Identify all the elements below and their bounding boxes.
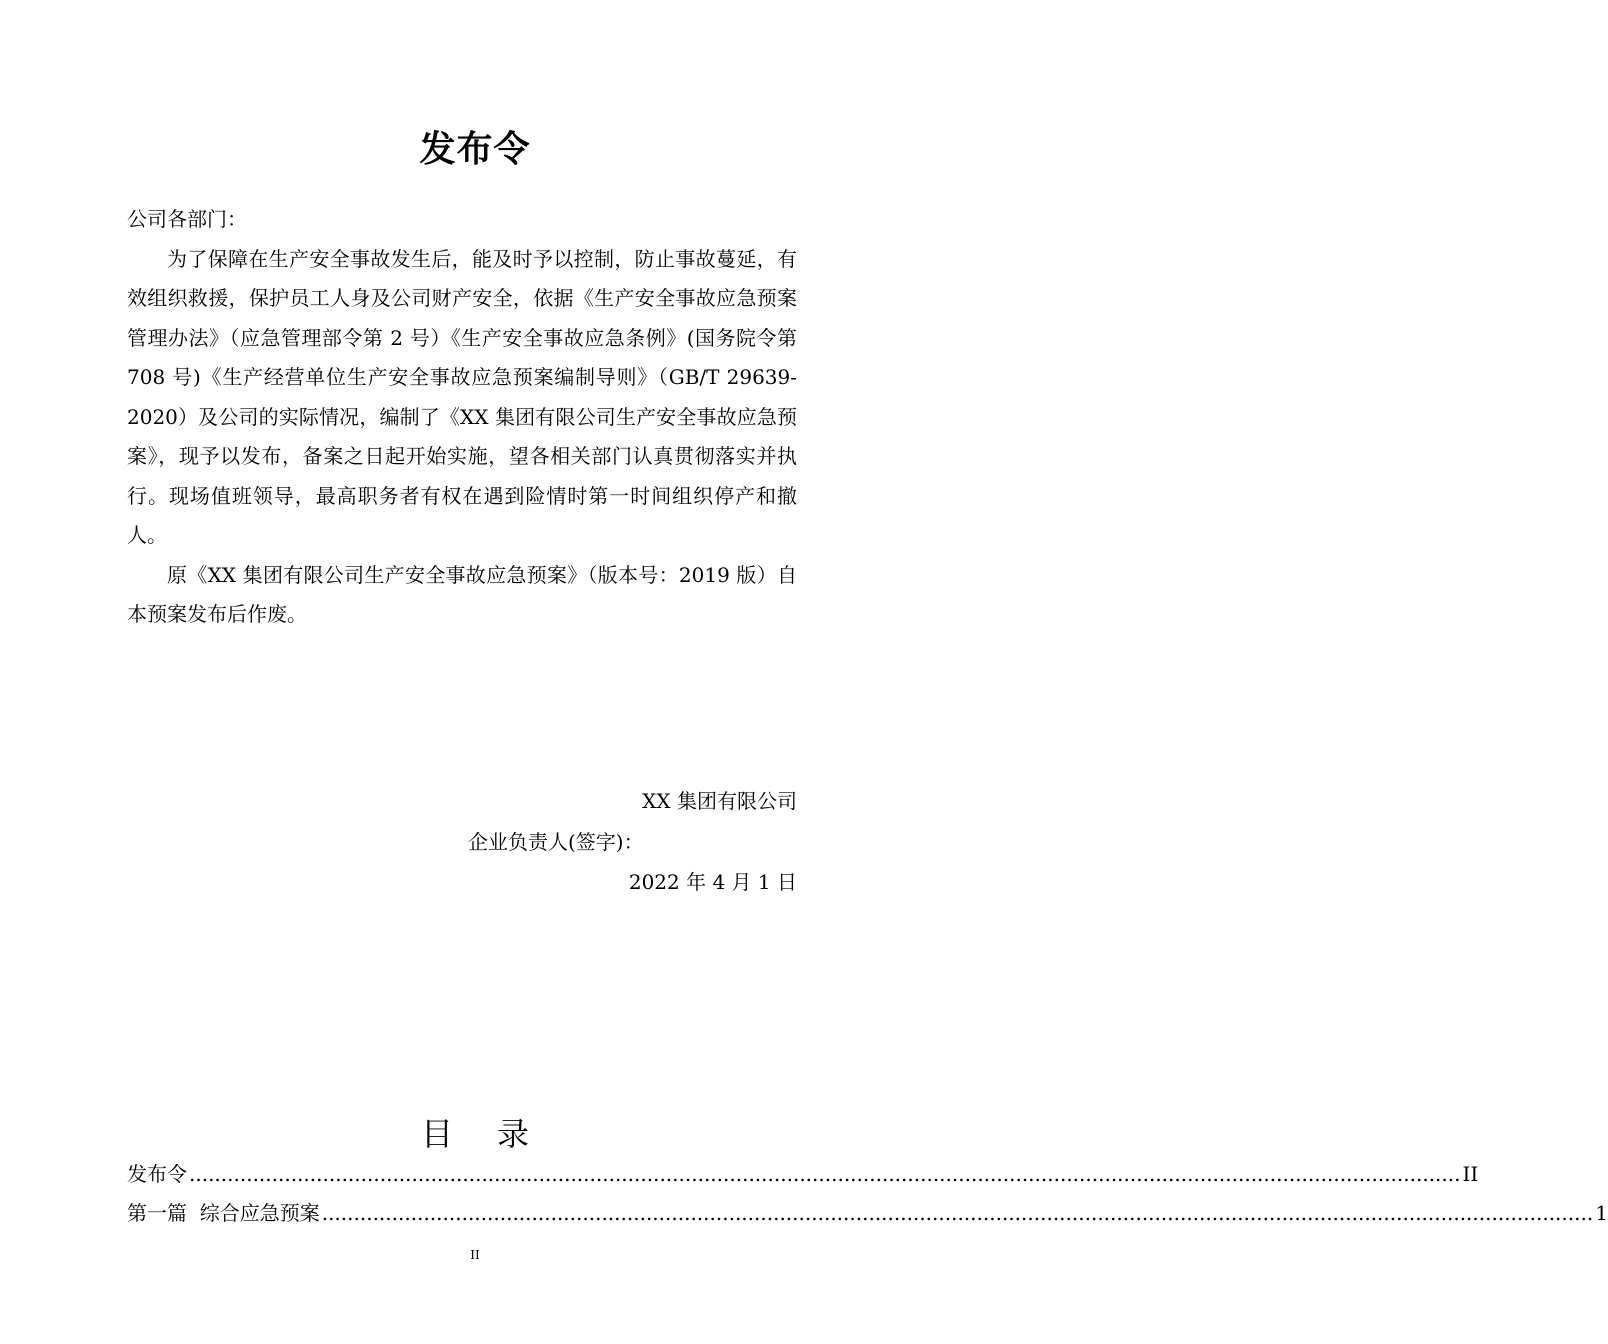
toc-leader-dots: ........................................................................................................................................................................................................ bbox=[189, 1162, 1461, 1186]
body-paragraph: 原《XX 集团有限公司生产安全事故应急预案》（版本号：2019 版）自本预案发布后作废。 bbox=[127, 562, 797, 626]
page-number: II bbox=[470, 1248, 480, 1262]
issue-date: 2022 年 4 月 1 日 bbox=[628, 870, 797, 894]
toc-leader-dots: ........................................................................................................................................................................................................ bbox=[321, 1201, 1594, 1225]
body-paragraph: 为了保障在生产安全事故发生后，能及时予以控制，防止事故蔓延，有效组织救援，保护员工人身及公司财产安全，依据《生产安全事故应急预案管理办法》（应急管理部令第 2 号）《生产安全事故应急条例》(国务院令第 708 号)《生产经营单位生产安全事故应急预案编制导则》（GB/T 29639-2020）及公司的实际情况，编制了《XX 集团有限公司生产安全事故应急预案》，现予以发布，备案之日起开始实施，望各相关部门认真贯彻落实并执行。现场值班领导，最高职务者有权在遇到险情时第一时间组织停产和撤人。 bbox=[127, 246, 797, 547]
document-body bbox=[127, 200, 797, 635]
toc-title-char: 录 bbox=[497, 1115, 530, 1153]
toc-title bbox=[0, 1112, 950, 1156]
toc-entry-label[interactable]: 第一篇 综合应急预案 bbox=[127, 1201, 320, 1225]
toc-entry-page[interactable]: II bbox=[1462, 1162, 1479, 1186]
page-title: 发布令 bbox=[419, 129, 531, 170]
company-name: XX 集团有限公司 bbox=[642, 789, 797, 813]
toc-entry-label[interactable]: 发布令 bbox=[127, 1162, 187, 1186]
toc-title-char: 目 bbox=[420, 1115, 453, 1153]
toc-entry-page[interactable]: 1 bbox=[1595, 1201, 1608, 1225]
toc-entry[interactable] bbox=[127, 1194, 1608, 1232]
signature-label: 企业负责人(签字)： bbox=[468, 830, 644, 854]
toc-entry[interactable] bbox=[127, 1155, 1479, 1193]
salutation: 公司各部门： bbox=[127, 207, 247, 231]
